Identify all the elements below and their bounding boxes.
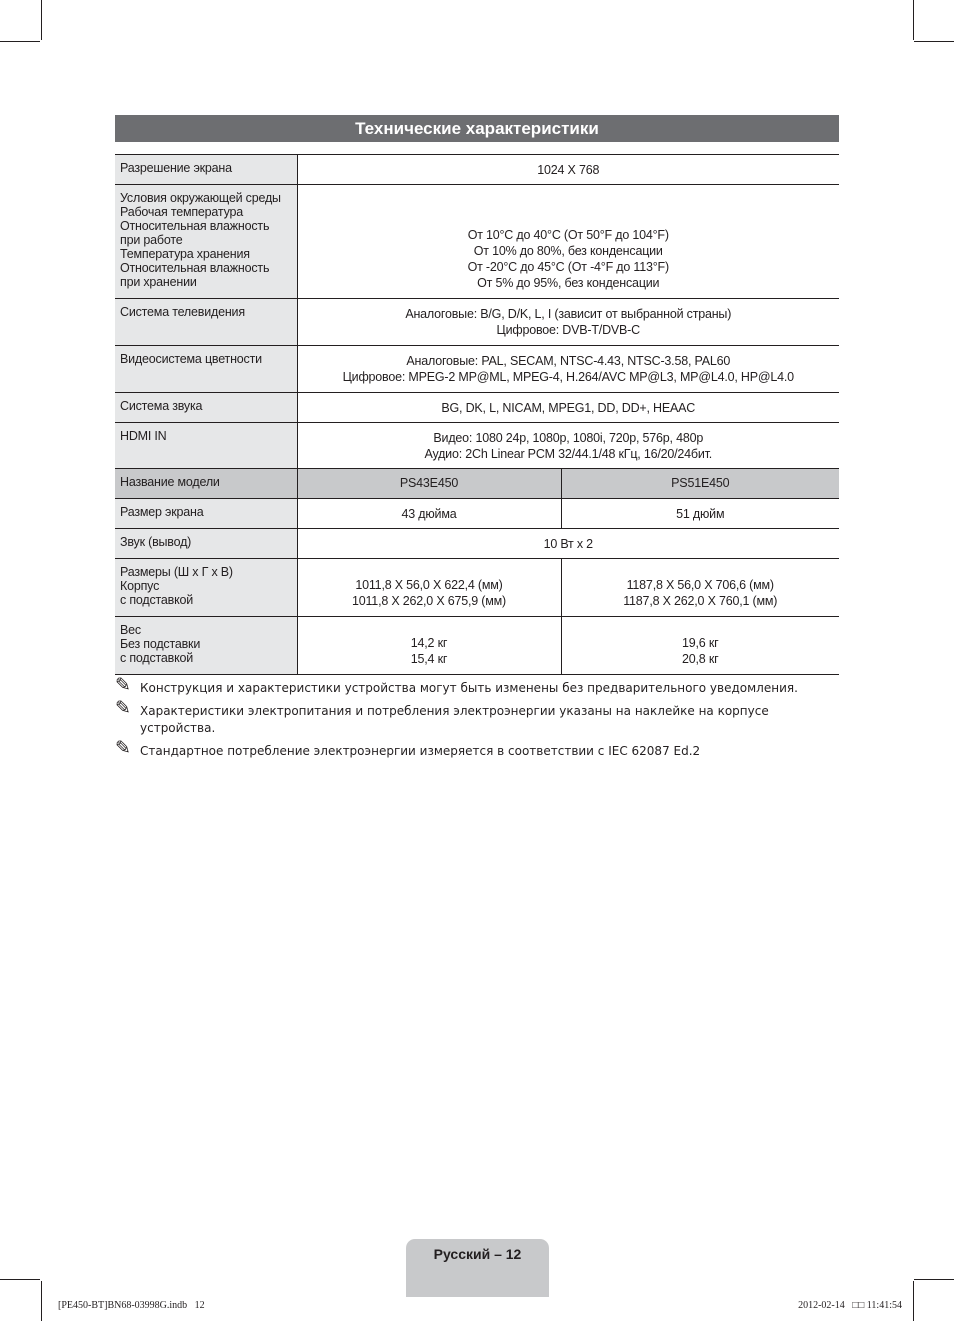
section-title: Технические характеристики (115, 115, 839, 142)
note-text: Стандартное потребление электроэнергии измеряется в соответствии с IEC 62087 Ed.2 (140, 744, 701, 758)
crop-mark (913, 1281, 914, 1321)
row-value: 51 дюйм (561, 499, 839, 529)
row-value: Аналоговые: PAL, SECAM, NTSC-4.43, NTSC-3.58, PAL60 Цифровое: MPEG-2 MP@ML, MPEG-4, H.264/AVC MP@L3, MP@L4.0, HP@L4.0 (297, 346, 839, 393)
row-label: Система телевидения (115, 299, 297, 346)
note-item (115, 697, 839, 737)
table-row (115, 155, 839, 185)
row-label: Размеры (Ш x Г x В) Корпус с подставкой (115, 559, 297, 617)
row-label: Размер экрана (115, 499, 297, 529)
table-row (115, 617, 839, 675)
pencil-note-icon: ✎ (115, 737, 131, 759)
model-name: PS43E450 (297, 469, 561, 499)
footer-file: [PE450-BT]BN68-03998G.indb 12 (58, 1300, 205, 1311)
row-label: Разрешение экрана (115, 155, 297, 185)
table-row (115, 393, 839, 423)
note-item (115, 674, 839, 697)
row-label: Условия окружающей среды Рабочая температура Относительная влажность при работе Температура хранения Относительная влажность при хранении (115, 185, 297, 299)
note-item (115, 737, 839, 760)
row-value: BG, DK, L, NICAM, MPEG1, DD, DD+, HEAAC (297, 393, 839, 423)
model-header-row (115, 469, 839, 499)
row-value: 1011,8 X 56,0 X 622,4 (мм) 1011,8 X 262,0 X 675,9 (мм) (297, 559, 561, 617)
model-name: PS51E450 (561, 469, 839, 499)
row-value: 1187,8 X 56,0 X 706,6 (мм) 1187,8 X 262,0 X 760,1 (мм) (561, 559, 839, 617)
row-value: 10 Вт x 2 (297, 529, 839, 559)
row-value: 43 дюйма (297, 499, 561, 529)
row-label: Название модели (115, 469, 297, 499)
row-label: Вес Без подставки с подставкой (115, 617, 297, 675)
row-value: От 10°C до 40°C (От 50°F до 104°F) От 10% до 80%, без конденсации От -20°C до 45°C (От -4°F до 113°F) От 5% до 95%, без конденсации (297, 185, 839, 299)
spec-table (115, 154, 839, 675)
crop-mark (0, 41, 40, 42)
row-label: HDMI IN (115, 423, 297, 469)
footer-timestamp: 2012-02-14 □□ 11:41:54 (798, 1300, 902, 1311)
row-value: Видео: 1080 24p, 1080p, 1080i, 720p, 576p, 480p Аудио: 2Ch Linear PCM 32/44.1/48 кГц, 16/20/24бит. (297, 423, 839, 469)
note-text: Конструкция и характеристики устройства могут быть изменены без предварительного уведомления. (140, 681, 798, 695)
row-label: Звук (вывод) (115, 529, 297, 559)
row-value: Аналоговые: B/G, D/K, L, I (зависит от выбранной страны) Цифровое: DVB-T/DVB-C (297, 299, 839, 346)
crop-mark (914, 41, 954, 42)
table-row (115, 529, 839, 559)
crop-mark (41, 0, 42, 40)
page-number: Русский – 12 (433, 1246, 522, 1262)
note-text: Характеристики электропитания и потребления электроэнергии указаны на наклейке на корпусе устройства. (140, 704, 769, 735)
pencil-note-icon: ✎ (115, 697, 131, 719)
crop-mark (913, 0, 914, 40)
notes-list (115, 674, 839, 766)
table-row (115, 423, 839, 469)
row-label: Система звука (115, 393, 297, 423)
table-row (115, 559, 839, 617)
row-value: 14,2 кг 15,4 кг (297, 617, 561, 675)
table-row (115, 299, 839, 346)
row-label: Видеосистема цветности (115, 346, 297, 393)
pencil-note-icon: ✎ (115, 674, 131, 696)
crop-mark (914, 1279, 954, 1280)
table-row (115, 185, 839, 299)
table-row (115, 346, 839, 393)
crop-mark (41, 1281, 42, 1321)
table-row (115, 499, 839, 529)
crop-mark (0, 1279, 40, 1280)
row-value: 1024 X 768 (297, 155, 839, 185)
row-value: 19,6 кг 20,8 кг (561, 617, 839, 675)
